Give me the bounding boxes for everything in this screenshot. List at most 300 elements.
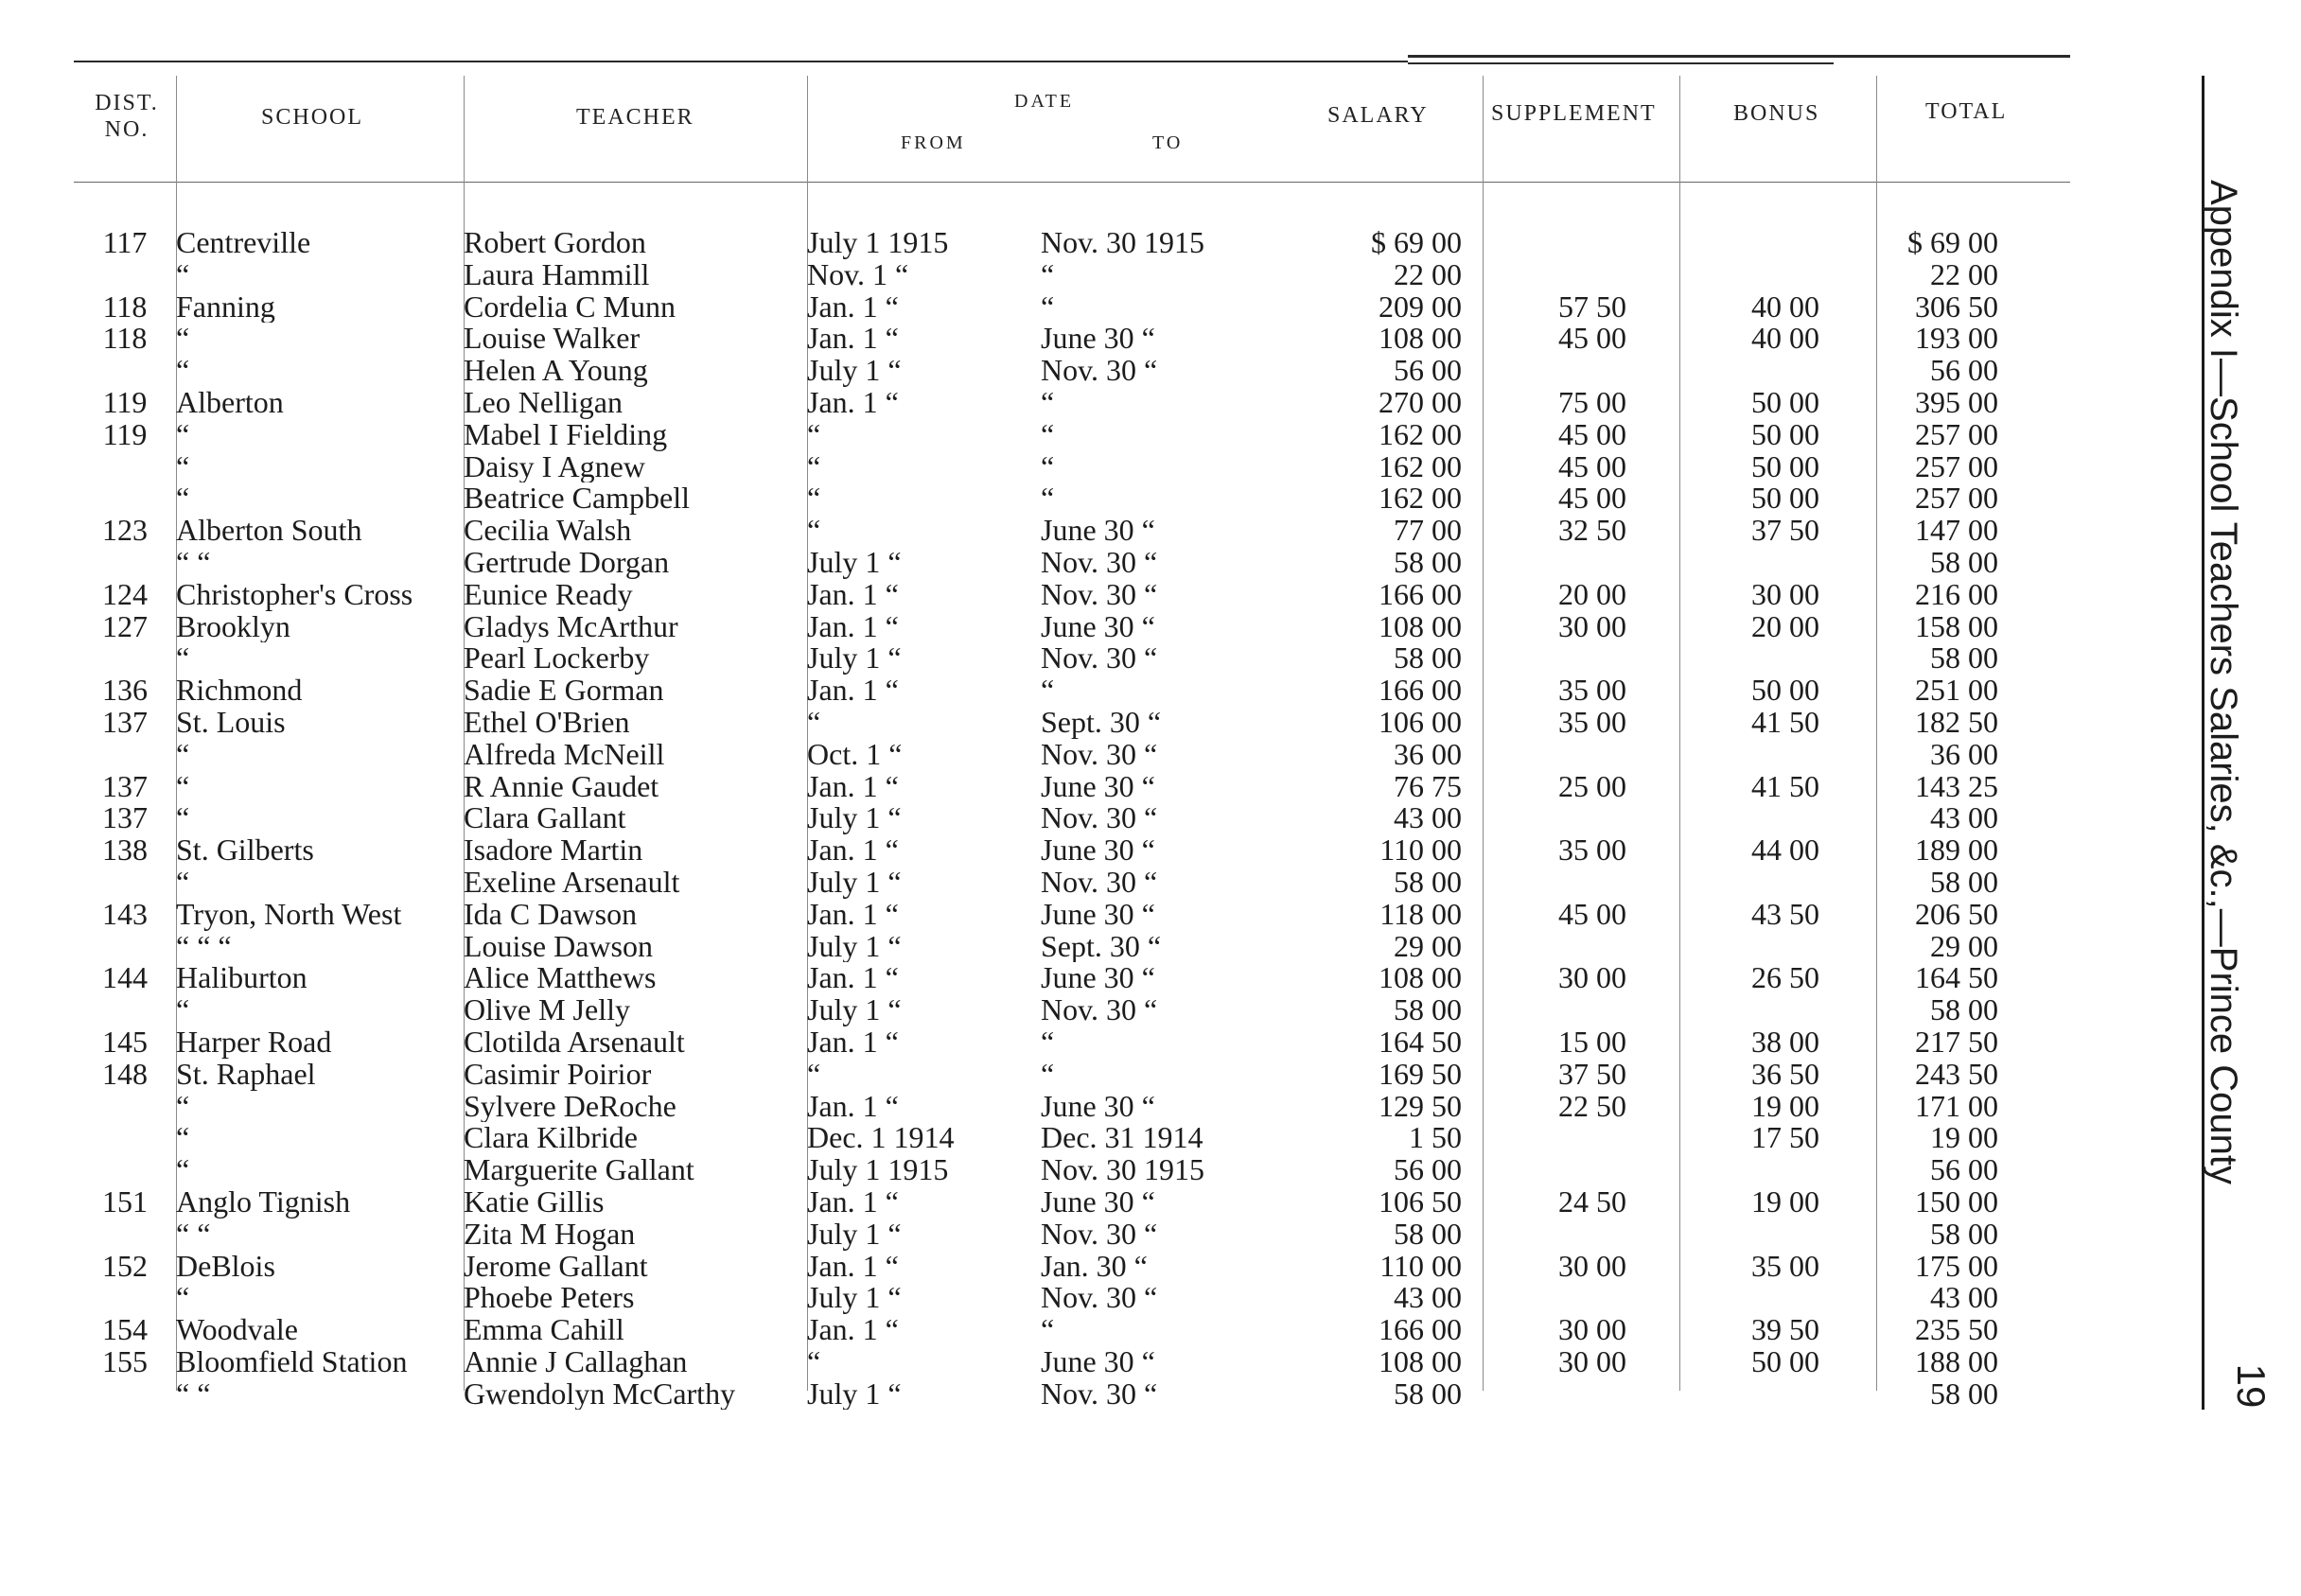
date-from-cell: Jan. 1 “ [807,290,899,324]
dist-no-cell: 123 [102,515,148,547]
salary-cell: 29 00 [1394,930,1462,963]
date-from-cell: July 1 “ [807,994,902,1026]
date-from-cell: July 1 “ [807,1377,902,1411]
bonus-cell: 50 00 [1751,386,1819,419]
teacher-cell: Helen A Young [464,355,648,387]
school-cell: “ [176,642,190,675]
salary-cell: $ 69 00 [1371,227,1462,259]
dist-no-cell [74,451,176,483]
teacher-cell: Alfreda McNeill [464,738,665,771]
salary-cell: 22 00 [1394,258,1462,291]
supplement-cell: 30 00 [1558,962,1626,995]
school-cell: “ “ [176,1218,211,1251]
top-rule-right [1408,55,2070,58]
supplement-cell: 30 00 [1558,1314,1626,1346]
date-from-cell: Jan. 1 “ [807,1314,899,1346]
supplement-cell: 22 50 [1558,1090,1626,1123]
dist-no-cell [74,1378,176,1411]
dist-no-cell: 117 [102,227,148,259]
total-cell: 58 00 [1930,642,1998,675]
date-to-cell: “ [1041,1314,1055,1346]
teacher-cell: Sylvere DeRoche [464,1090,676,1123]
side-title: Appendix I—School Teachers Salaries, &c.,—Prince County [2203,180,2244,1185]
salary-cell: 106 00 [1379,706,1462,739]
date-from-cell: Jan. 1 “ [807,898,899,931]
total-cell: 143 25 [1915,770,1998,803]
supplement-cell [1483,802,1679,834]
table-row [74,547,2042,579]
dist-no-cell: 137 [102,706,148,739]
teacher-cell: Louise Dawson [464,930,653,963]
supplement-cell: 45 00 [1558,450,1626,483]
salary-cell: 58 00 [1394,642,1462,675]
teacher-cell: Jerome Gallant [464,1250,648,1283]
teacher-cell: Olive M Jelly [464,994,630,1026]
total-cell: 206 50 [1915,898,1998,931]
school-cell: Haliburton [176,962,307,995]
date-to-cell: Nov. 30 “ [1041,1218,1158,1251]
bonus-cell: 26 50 [1751,962,1819,995]
total-cell: 29 00 [1930,930,1998,963]
school-cell: Brooklyn [176,610,290,643]
school-cell: “ “ [176,546,211,579]
total-cell: 58 00 [1930,1218,1998,1251]
teacher-cell: Gwendolyn McCarthy [464,1377,736,1411]
school-cell: “ [176,258,190,291]
dist-no-cell: 137 [102,770,148,803]
bonus-cell [1679,994,1876,1026]
dist-no-cell: 136 [102,675,148,707]
dist-no-cell [74,1219,176,1251]
teacher-cell: Sadie E Gorman [464,675,664,707]
teacher-cell: Ethel O'Brien [464,706,630,739]
table-row [74,355,2042,387]
teacher-cell: Clara Kilbride [464,1122,638,1155]
bonus-cell [1679,1154,1876,1186]
supplement-cell: 75 00 [1558,386,1626,419]
teacher-cell: Alice Matthews [464,962,657,995]
date-to-cell: “ [1041,258,1055,291]
date-to-cell: “ [1041,290,1055,324]
table-row [74,579,2042,611]
salary-cell: 58 00 [1394,546,1462,579]
header-total: TOTAL [1925,99,2008,124]
supplement-cell [1483,642,1679,675]
bonus-cell: 41 50 [1751,770,1819,803]
table-row [74,387,2042,419]
header-salary: SALARY [1327,103,1429,128]
bonus-cell [1679,1219,1876,1251]
bonus-cell: 19 00 [1751,1185,1819,1219]
total-cell: 43 00 [1930,802,1998,835]
total-cell: 306 50 [1915,290,1998,324]
salary-cell: 108 00 [1379,1345,1462,1378]
teacher-cell: Emma Cahill [464,1314,624,1346]
school-cell: “ “ [176,1377,211,1411]
bonus-cell: 40 00 [1751,290,1819,324]
supplement-cell [1483,867,1679,899]
salary-cell: 43 00 [1394,802,1462,835]
dist-no-cell: 138 [102,834,148,867]
date-to-cell: June 30 “ [1041,323,1155,356]
bonus-cell [1679,642,1876,675]
salary-cell: 43 00 [1394,1282,1462,1315]
bonus-cell: 50 00 [1751,450,1819,483]
school-cell: Bloomfield Station [176,1345,408,1378]
teacher-cell: Isadore Martin [464,834,643,867]
dist-no-cell [74,547,176,579]
teacher-cell: R Annie Gaudet [464,770,659,803]
date-to-cell: Jan. 30 “ [1041,1250,1148,1283]
total-cell: 257 00 [1915,418,1998,451]
date-from-cell: July 1 “ [807,1282,902,1315]
top-rule [74,61,1408,62]
school-cell: “ [176,802,190,835]
teacher-cell: Leo Nelligan [464,386,623,419]
table-row [74,962,2042,994]
date-from-cell: “ [807,515,821,547]
date-to-cell: “ [1041,450,1055,483]
total-cell: 58 00 [1930,546,1998,579]
bonus-cell [1679,259,1876,291]
teacher-cell: Laura Hammill [464,258,650,291]
school-cell: “ [176,994,190,1026]
dist-no-cell [74,1091,176,1123]
date-to-cell: Nov. 30 “ [1041,578,1158,611]
date-to-cell: Dec. 31 1914 [1041,1122,1203,1155]
total-cell: 56 00 [1930,355,1998,387]
dist-no-cell [74,1154,176,1186]
table-row [74,291,2042,324]
date-from-cell: Jan. 1 “ [807,386,899,419]
bonus-cell [1679,802,1876,834]
table-row [74,515,2042,547]
supplement-cell: 57 50 [1558,290,1626,324]
dist-no-cell [74,642,176,675]
dist-no-cell: 152 [102,1250,148,1283]
table-row [74,802,2042,834]
table-row [74,994,2042,1026]
teacher-cell: Katie Gillis [464,1185,605,1219]
teacher-cell: Louise Walker [464,323,641,356]
bonus-cell: 20 00 [1751,610,1819,643]
salary-cell: 110 00 [1379,1250,1462,1283]
total-cell: 58 00 [1930,866,1998,899]
date-from-cell: July 1 1915 [807,1154,949,1186]
salary-cell: 118 00 [1379,898,1462,931]
table-row [74,1186,2042,1219]
date-from-cell: Oct. 1 “ [807,738,903,771]
supplement-cell [1483,227,1679,259]
table-row [74,675,2042,707]
supplement-cell [1483,547,1679,579]
header-supplement: SUPPLEMENT [1491,101,1657,126]
teacher-cell: Clotilda Arsenault [464,1026,685,1059]
table-row [74,419,2042,451]
salary-cell: 270 00 [1379,386,1462,419]
teacher-cell: Cecilia Walsh [464,515,632,547]
date-from-cell: “ [807,1058,821,1091]
supplement-cell: 35 00 [1558,675,1626,707]
dist-no-cell: 137 [102,802,148,835]
total-cell: 257 00 [1915,482,1998,516]
salary-cell: 58 00 [1394,994,1462,1026]
date-from-cell: July 1 “ [807,866,902,899]
dist-no-cell: 119 [102,386,148,419]
teacher-cell: Marguerite Gallant [464,1154,694,1186]
top-rule-right-lower [1408,62,1834,64]
school-cell: Tryon, North West [176,898,402,931]
table-row [74,739,2042,771]
table-row [74,1378,2042,1411]
salary-cell: 106 50 [1379,1185,1462,1219]
salary-cell: 166 00 [1379,675,1462,707]
bonus-cell: 30 00 [1751,578,1819,611]
date-from-cell: Jan. 1 “ [807,610,899,643]
total-cell: 189 00 [1915,834,1998,867]
total-cell: 164 50 [1915,962,1998,995]
supplement-cell: 35 00 [1558,706,1626,739]
date-to-cell: Nov. 30 “ [1041,355,1158,387]
school-cell: “ [176,355,190,387]
date-to-cell: Sept. 30 “ [1041,706,1162,739]
table-row [74,642,2042,675]
table-row [74,323,2042,355]
total-cell: 182 50 [1915,706,1998,739]
header-school: SCHOOL [261,105,364,130]
date-from-cell: July 1 “ [807,1218,902,1251]
header-bonus: BONUS [1733,101,1820,126]
total-cell: 175 00 [1915,1250,1998,1283]
dist-no-cell: 154 [102,1314,148,1346]
dist-no-cell: 145 [102,1026,148,1059]
school-cell: “ [176,323,190,356]
date-from-cell: Jan. 1 “ [807,323,899,356]
bonus-cell: 35 00 [1751,1250,1819,1283]
dist-no-cell: 127 [102,610,148,643]
dist-no-cell: 155 [102,1345,148,1378]
total-cell: 188 00 [1915,1345,1998,1378]
dist-no-cell: 151 [102,1185,148,1219]
table-row [74,834,2042,867]
header-bottom-rule [74,182,2070,183]
date-to-cell: June 30 “ [1041,1185,1155,1219]
supplement-cell: 32 50 [1558,515,1626,547]
table-row [74,451,2042,483]
bonus-cell: 37 50 [1751,515,1819,547]
bonus-cell: 40 00 [1751,323,1819,356]
supplement-cell: 15 00 [1558,1026,1626,1059]
date-from-cell: Jan. 1 “ [807,1250,899,1283]
dist-no-cell: 118 [102,323,148,356]
teacher-cell: Clara Gallant [464,802,626,835]
school-cell: “ “ “ [176,930,232,963]
total-cell: 243 50 [1915,1058,1998,1091]
dist-no-cell: 118 [102,290,148,324]
date-to-cell: “ [1041,1026,1055,1059]
salary-cell: 58 00 [1394,1218,1462,1251]
salary-cell: 108 00 [1379,610,1462,643]
table-row [74,1026,2042,1059]
supplement-cell [1483,739,1679,771]
supplement-cell [1483,259,1679,291]
dist-no-cell [74,931,176,963]
supplement-cell: 45 00 [1558,482,1626,516]
table-row [74,1314,2042,1346]
school-cell: “ [176,1090,190,1123]
date-from-cell: Jan. 1 “ [807,770,899,803]
total-cell: 395 00 [1915,386,1998,419]
school-cell: Christopher's Cross [176,578,413,611]
salary-cell: 166 00 [1379,1314,1462,1346]
table-row [74,1282,2042,1314]
supplement-cell [1483,1282,1679,1314]
date-to-cell: Sept. 30 “ [1041,930,1162,963]
supplement-cell [1483,1154,1679,1186]
date-to-cell: June 30 “ [1041,898,1155,931]
salary-cell: 164 50 [1379,1026,1462,1059]
supplement-cell: 45 00 [1558,418,1626,451]
total-cell: 235 50 [1915,1314,1998,1346]
salary-cell: 58 00 [1394,866,1462,899]
salary-table-body [74,227,2042,1410]
header-dist-no: DIST. NO. [95,91,159,142]
bonus-cell: 43 50 [1751,898,1819,931]
dist-no-cell [74,994,176,1026]
teacher-cell: Ida C Dawson [464,898,638,931]
date-to-cell: “ [1041,1058,1055,1091]
date-to-cell: Nov. 30 “ [1041,802,1158,835]
dist-no-cell: 119 [102,418,148,451]
bonus-cell [1679,1282,1876,1314]
date-from-cell: Jan. 1 “ [807,1185,899,1219]
school-cell: Harper Road [176,1026,332,1059]
salary-cell: 58 00 [1394,1377,1462,1411]
bonus-cell [1679,931,1876,963]
school-cell: Alberton South [176,515,362,547]
dist-no-cell [74,355,176,387]
bonus-cell: 38 00 [1751,1026,1819,1059]
bonus-cell: 50 00 [1751,418,1819,451]
date-from-cell: Jan. 1 “ [807,962,899,995]
total-cell: 171 00 [1915,1090,1998,1123]
teacher-cell: Robert Gordon [464,227,646,259]
header-date: DATE [1014,91,1075,112]
dist-no-cell [74,739,176,771]
school-cell: Woodvale [176,1314,298,1346]
table-row [74,1346,2042,1378]
bonus-cell [1679,227,1876,259]
total-cell: 19 00 [1930,1122,1998,1155]
salary-cell: 162 00 [1379,418,1462,451]
date-to-cell: Nov. 30 1915 [1041,1154,1205,1186]
date-from-cell: “ [807,706,821,739]
school-cell: “ [176,1282,190,1315]
salary-cell: 108 00 [1379,962,1462,995]
bonus-cell: 19 00 [1751,1090,1819,1123]
supplement-cell: 30 00 [1558,610,1626,643]
table-row [74,1091,2042,1123]
teacher-cell: Casimir Poirior [464,1058,652,1091]
school-cell: St. Raphael [176,1058,316,1091]
school-cell: “ [176,1122,190,1155]
total-cell: 150 00 [1915,1185,1998,1219]
date-from-cell: July 1 “ [807,642,902,675]
bonus-cell: 39 50 [1751,1314,1819,1346]
supplement-cell: 20 00 [1558,578,1626,611]
date-to-cell: “ [1041,386,1055,419]
date-to-cell: June 30 “ [1041,515,1155,547]
total-cell: $ 69 00 [1907,227,1998,259]
total-cell: 22 00 [1930,258,1998,291]
date-to-cell: June 30 “ [1041,834,1155,867]
date-to-cell: Nov. 30 “ [1041,866,1158,899]
salary-cell: 162 00 [1379,450,1462,483]
header-to: TO [1152,132,1184,153]
dist-no-cell: 124 [102,578,148,611]
total-cell: 251 00 [1915,675,1998,707]
table-row [74,227,2042,259]
dist-no-cell [74,867,176,899]
bonus-cell: 41 50 [1751,706,1819,739]
total-cell: 257 00 [1915,450,1998,483]
supplement-cell: 24 50 [1558,1185,1626,1219]
supplement-cell: 25 00 [1558,770,1626,803]
date-from-cell: July 1 “ [807,546,902,579]
total-cell: 58 00 [1930,994,1998,1026]
date-from-cell: July 1 “ [807,930,902,963]
teacher-cell: Mabel I Fielding [464,418,668,451]
school-cell: “ [176,482,190,516]
date-to-cell: Nov. 30 “ [1041,1282,1158,1315]
teacher-cell: Exeline Arsenault [464,866,680,899]
total-cell: 56 00 [1930,1154,1998,1186]
bonus-cell [1679,739,1876,771]
supplement-cell [1483,994,1679,1026]
table-row [74,482,2042,515]
school-cell: Anglo Tignish [176,1185,351,1219]
date-to-cell: “ [1041,418,1055,451]
table-row [74,1122,2042,1154]
table-row [74,899,2042,931]
dist-no-cell: 148 [102,1058,148,1091]
bonus-cell [1679,355,1876,387]
date-to-cell: June 30 “ [1041,770,1155,803]
supplement-cell [1483,1378,1679,1411]
teacher-cell: Beatrice Campbell [464,482,691,516]
date-to-cell: June 30 “ [1041,1345,1155,1378]
date-from-cell: “ [807,450,821,483]
supplement-cell: 45 00 [1558,323,1626,356]
total-cell: 216 00 [1915,578,1998,611]
supplement-cell [1483,931,1679,963]
total-cell: 147 00 [1915,515,1998,547]
supplement-cell: 37 50 [1558,1058,1626,1091]
total-cell: 43 00 [1930,1282,1998,1315]
date-to-cell: June 30 “ [1041,962,1155,995]
date-to-cell: Nov. 30 1915 [1041,227,1205,259]
supplement-cell: 35 00 [1558,834,1626,867]
dist-no-cell [74,259,176,291]
date-to-cell: Nov. 30 “ [1041,738,1158,771]
table-row [74,611,2042,643]
date-from-cell: “ [807,418,821,451]
school-cell: Centreville [176,227,311,259]
salary-cell: 162 00 [1379,482,1462,516]
salary-cell: 108 00 [1379,323,1462,356]
school-cell: St. Louis [176,706,286,739]
teacher-cell: Phoebe Peters [464,1282,635,1315]
